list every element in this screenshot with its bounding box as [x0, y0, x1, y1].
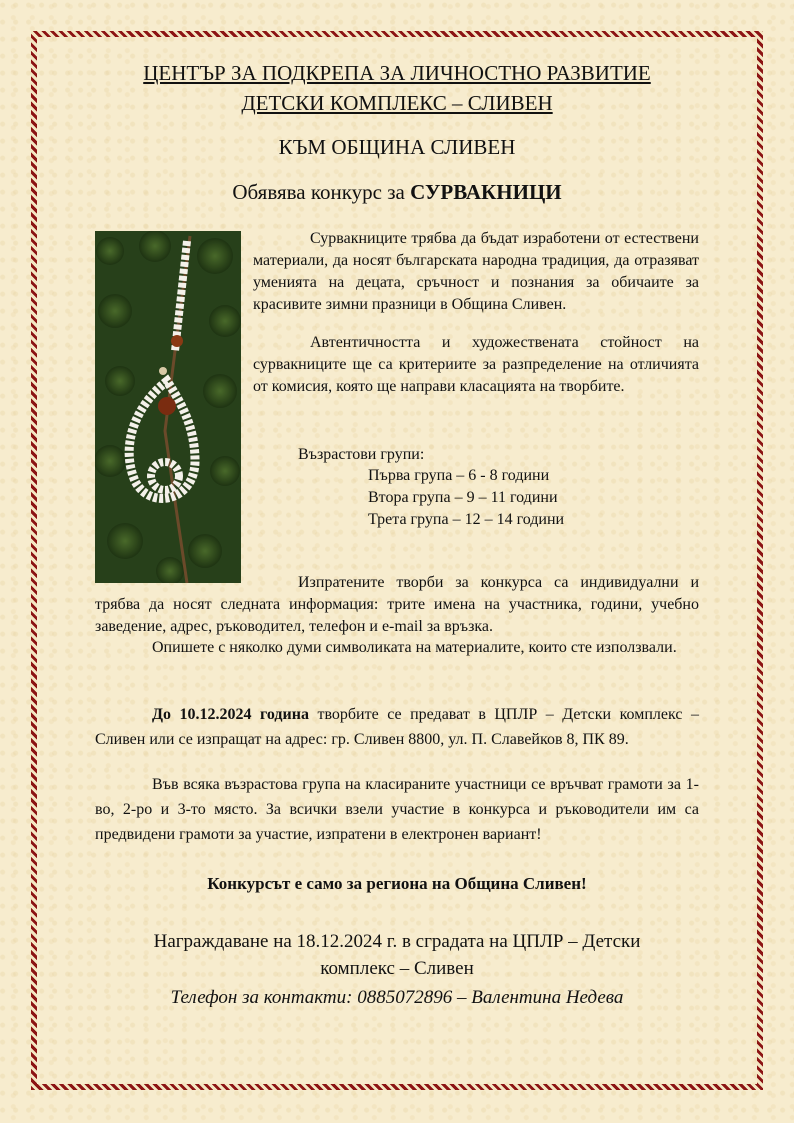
age-group-2: Втора група – 9 – 11 години [368, 489, 558, 506]
award-ceremony-line1: Награждаване на 18.12.2024 г. в сградата на ЦПЛР – Детски [153, 931, 641, 952]
survaknitsa-photo [95, 231, 241, 583]
paragraph-symbolism: Опишете с няколко думи символиката на материалите, които сте използвали. [152, 639, 677, 656]
paragraph-deadline: До 10.12.2024 година творбите се предават в ЦПЛР – Детски комплекс – Сливен или се изпращат на адрес: гр. Сливен 8800, ул. П. Славейков 8, ПК 89. [95, 706, 699, 748]
region-notice: Конкурсът е само за региона на Община Сливен! [207, 874, 587, 893]
age-group-1: Първа група – 6 - 8 години [368, 467, 550, 484]
org-title-line1: ЦЕНТЪР ЗА ПОДКРЕПА ЗА ЛИЧНОСТНО РАЗВИТИЕ [143, 61, 651, 85]
age-groups-title: Възрастови групи: [298, 446, 425, 463]
contact-phone: Телефон за контакти: 0885072896 – Валентина Недева [170, 987, 624, 1008]
paragraph-awards: Във всяка възрастова група на класираните участници се връчват грамоти за 1-во, 2-ро и 3-то място. За всички взели участие в конкурса и ръководители им са предвидени грамоти за участие, изпратени в електронен вариант! [95, 776, 699, 843]
org-title-line2: ДЕТСКИ КОМПЛЕКС – СЛИВЕН [241, 91, 553, 115]
paragraph-criteria: Автентичността и художествената стойност на сурвакниците ще са критериите за разпределение на отличията от комисия, която ще направи класацията на творбите. [253, 334, 699, 395]
announcement-title: Обявява конкурс за СУРВАКНИЦИ [232, 180, 562, 204]
award-ceremony-line2: комплекс – Сливен [320, 958, 474, 979]
paragraph-submission-info: Изпратените творби за конкурса са индивидуални и трябва да носят следната информация: трите имена на участника, години, учебно заведение, адрес, ръководител, телефон и e-mail за връзка. [95, 574, 699, 635]
age-group-3: Трета група – 12 – 14 години [368, 511, 565, 528]
survaknitsa-illustration [95, 231, 241, 583]
recipient-title: КЪМ ОБЩИНА СЛИВЕН [278, 135, 516, 159]
paragraph-requirements: Сурвакниците трябва да бъдат изработени от естествени материали, да носят българската народна традиция, да отразяват уменията на децата, сръчност и познания за обичаите за красивите зимни празници в Община Сливен. [253, 230, 699, 313]
